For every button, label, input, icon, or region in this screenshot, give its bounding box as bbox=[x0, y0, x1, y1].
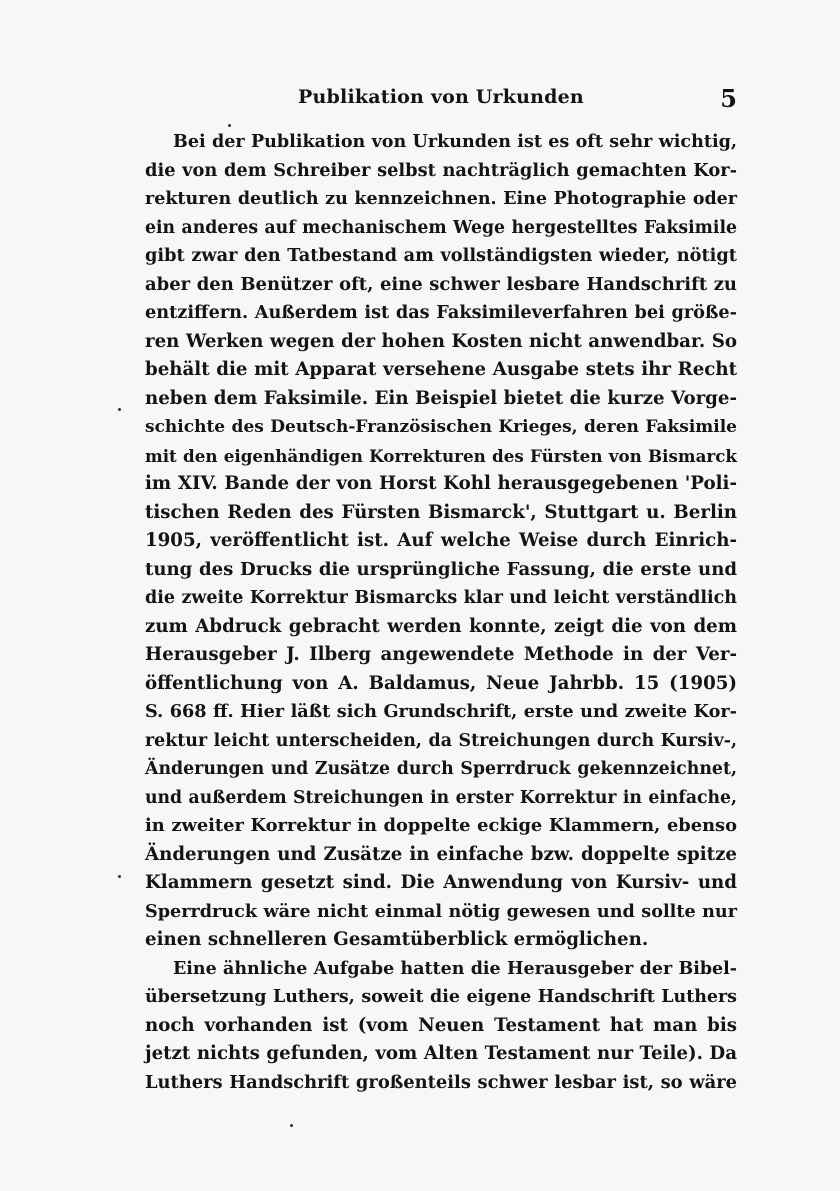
text-line: schichte des Deutsch-Französischen Krieges, deren Faksimile bbox=[145, 417, 737, 437]
text-line: und außerdem Streichungen in erster Korrektur in einfache, bbox=[145, 787, 737, 808]
text-line: Luthers Handschrift großenteils schwer lesbar ist, so wäre bbox=[145, 1071, 737, 1093]
text-line: behält die mit Apparat versehene Ausgabe stets ihr Recht bbox=[145, 359, 737, 380]
text-line: gibt zwar den Tatbestand am vollständigsten wieder, nötigt bbox=[145, 245, 737, 266]
text-line: Änderungen und Zusätze durch Sperrdruck gekennzeichnet, bbox=[145, 759, 737, 779]
text-line: jetzt nichts gefunden, vom Alten Testament nur Teile). Da bbox=[145, 1043, 737, 1064]
text-line: Änderungen und Zusätze in einfache bzw. doppelte spitze bbox=[145, 843, 737, 865]
text-line: mit den eigenhändigen Korrekturen des Fürsten von Bismarck bbox=[145, 445, 737, 466]
text-line: die zweite Korrektur Bismarcks klar und leicht verständlich bbox=[145, 588, 737, 608]
text-line: Eine ähnliche Aufgabe hatten die Herausgeber der Bibel- bbox=[173, 958, 737, 979]
text-line: zum Abdruck gebracht werden konnte, zeigt die von dem bbox=[145, 615, 737, 637]
speck-mark bbox=[118, 408, 121, 411]
text-line: rekturen deutlich zu kennzeichnen. Eine Photographie oder bbox=[145, 189, 737, 209]
text-line: tischen Reden des Fürsten Bismarck', Stuttgart u. Berlin bbox=[145, 501, 737, 523]
speck-mark bbox=[290, 1124, 293, 1127]
text-line: rektur leicht unterscheiden, da Streichungen durch Kursiv-, bbox=[145, 730, 737, 751]
text-line: entziffern. Außerdem ist das Faksimileverfahren bei größe- bbox=[145, 302, 737, 323]
text-line: übersetzung Luthers, soweit die eigene Handschrift Luthers bbox=[145, 987, 737, 1007]
text-line: noch vorhanden ist (vom Neuen Testament hat man bis bbox=[145, 1014, 737, 1036]
text-line: in zweiter Korrektur in doppelte eckige Klammern, ebenso bbox=[145, 815, 737, 836]
text-line: neben dem Faksimile. Ein Beispiel bietet die kurze Vorge- bbox=[145, 387, 737, 409]
text-line: einen schnelleren Gesamtüberblick ermöglichen. bbox=[145, 929, 649, 950]
running-head bbox=[145, 86, 737, 116]
text-line: ein anderes auf mechanischem Wege hergestelltes Faksimile bbox=[145, 217, 737, 238]
text-line: tung des Drucks die ursprüngliche Fassung, die erste und bbox=[145, 558, 737, 580]
speck-mark bbox=[228, 124, 231, 127]
text-line: im XIV. Bande der von Horst Kohl herausgegebenen 'Poli- bbox=[145, 473, 737, 494]
text-line: die von dem Schreiber selbst nachträglich gemachten Kor- bbox=[145, 159, 737, 181]
running-title: Publikation von Urkunden bbox=[298, 86, 584, 108]
page-number: 5 bbox=[720, 84, 737, 113]
text-line: aber den Benützer oft, eine schwer lesbare Handschrift zu bbox=[145, 273, 737, 295]
text-line: ren Werken wegen der hohen Kosten nicht anwendbar. So bbox=[145, 330, 737, 352]
text-line: Bei der Publikation von Urkunden ist es oft sehr wichtig, bbox=[173, 132, 737, 152]
text-line: Herausgeber J. Ilberg angewendete Methode in der Ver- bbox=[145, 644, 737, 665]
text-line: öffentlichung von A. Baldamus, Neue Jahrbb. 15 (1905) bbox=[145, 672, 737, 694]
text-line: 1905, veröffentlicht ist. Auf welche Weise durch Einrich- bbox=[145, 530, 737, 551]
text-line: Klammern gesetzt sind. Die Anwendung von Kursiv- und bbox=[145, 872, 737, 893]
text-line: S. 668 ff. Hier läßt sich Grundschrift, erste und zweite Kor- bbox=[145, 701, 737, 722]
speck-mark bbox=[118, 875, 121, 878]
text-line: Sperrdruck wäre nicht einmal nötig gewesen und sollte nur bbox=[145, 900, 737, 922]
body-text bbox=[145, 128, 737, 1097]
